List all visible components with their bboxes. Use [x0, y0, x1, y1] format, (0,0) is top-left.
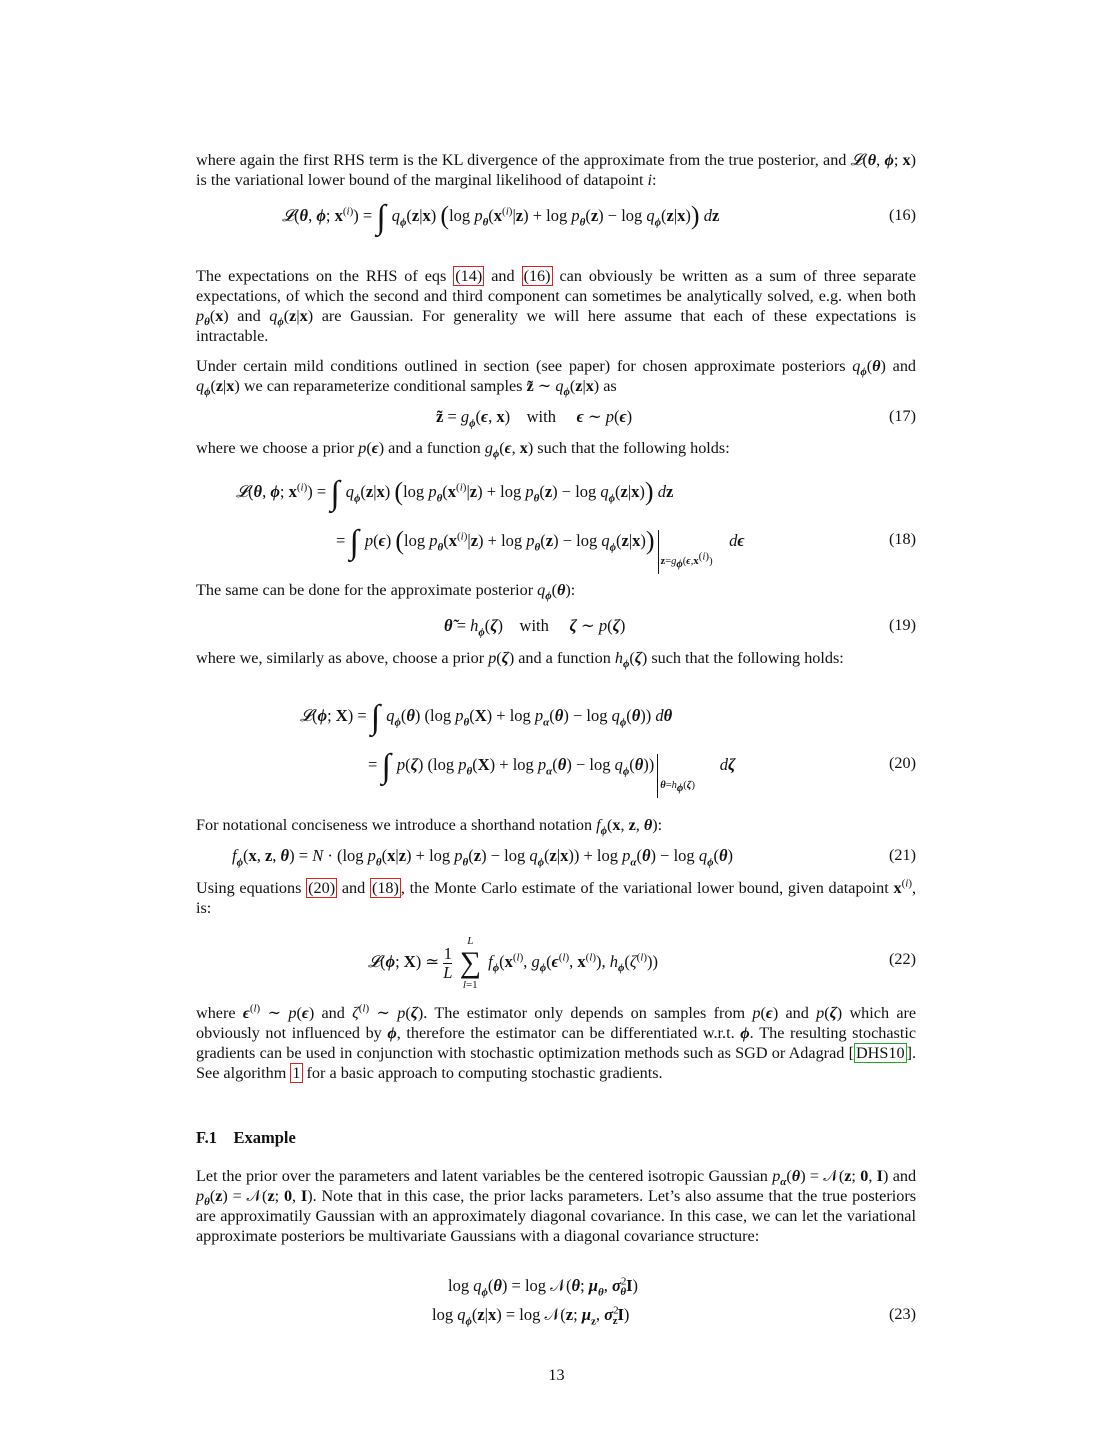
equation-number: (19): [889, 616, 916, 634]
paragraph-prior-zeta: where we, similarly as above, choose a prior p(ζ) and a function $h_\phi(\zeta)$ such that the following holds:: [196, 649, 844, 671]
eq-ref-18[interactable]: (18): [371, 879, 399, 897]
paragraph-reparam: Under certain mild conditions outlined in section (see paper) for chosen approximate posteriors $q_\phi(\theta)$ and $q_\phi(z|x)$ we can reparameterize conditional samples z̃ ∼ $q_\phi(z|x)$ as: [196, 357, 917, 399]
equation-number: (17): [889, 407, 916, 425]
equation-number: (23): [889, 1305, 916, 1323]
page-number: 13: [548, 1366, 565, 1384]
equation-number: (21): [889, 846, 916, 864]
algorithm-ref-1[interactable]: 1: [292, 1064, 301, 1082]
eq-ref-14[interactable]: (14): [455, 267, 483, 285]
eq-ref-20[interactable]: (20): [308, 879, 336, 897]
equation-number: (20): [889, 754, 916, 772]
paragraph-prior-choice: where we choose a prior p(ϵ) and a function $g_\phi(\epsilon$, x) such that the following holds:: [196, 439, 730, 461]
equation-22: 𝓛(ϕ; X) ≃ $\frac{1}{L}$ L ∑ l=1 $f_\phi(x^{(l)}$, $g_\phi(\epsilon^{(l)}$, $x^{(l)}$), $h_\phi(\zeta^{(l)})$) (22): [368, 935, 916, 991]
section-title: Example: [233, 1128, 296, 1147]
paragraph-expectations: The expectations on the RHS of eqs (14) and (16) can obviously be written as a sum of three separate expectations, of which the second and third component can sometimes be analytically solved, e.g. when both $p_\theta(x)$ and $q_\phi(z|x)$ are Gaussian. For generality we will here assume that each of these expectations is intractable.: [196, 267, 917, 345]
section-heading: [196, 1128, 296, 1148]
equation-number: (18): [889, 530, 916, 548]
equation-number: (16): [889, 206, 916, 224]
paragraph-estimator: where $\epsilon^{(l)}$ ∼ p(ϵ) and $\zeta^{(l)}$ ∼ p(ζ). The estimator only depends on samples from p(ϵ) and p(ζ) which are obviously not influenced by ϕ, therefore the estimator can be differentiated w.r.t. ϕ. The resulting stochastic gradients can be used in conjunction with stochastic optimization methods such as SGD or Adagrad [ DHS10 ]. See algorithm 1 for a basic approach to computing stochastic gradients.: [196, 1002, 917, 1082]
eq-ref-16[interactable]: (16): [523, 267, 551, 285]
section-number: F.1: [196, 1128, 217, 1147]
paragraph-kl-intro: where again the first RHS term is the KL divergence of the approximate from the true posterior, and 𝓛(θ, ϕ; x) is the variational lower bound of the marginal likelihood of datapoint i:: [196, 151, 917, 189]
paragraph-example: Let the prior over the parameters and latent variables be the centered isotropic Gaussian $p_\alpha(\theta)$ = 𝒩(z; 0, I) and $p_\theta(z)$ = 𝒩(z; 0, I). Note that in this case, the prior lacks parameters. Let’s also assume that the true posteriors are approximatily Gaussian with an approximately diagonal covariance. In this case, we can let the variational approximate posteriors be multivariate Gaussians with a diagonal covariance structure:: [196, 1167, 917, 1245]
paragraph-shorthand: For notational conciseness we introduce a shorthand notation $f_\phi(x$, z, θ):: [196, 816, 663, 838]
citation-dhs10[interactable]: DHS10: [855, 1044, 905, 1062]
paragraph-monte-carlo: Using equations (20) and (18) , the Monte Carlo estimate of the variational lower bound, given datapoint $x^{(i)}$, is:: [196, 877, 917, 917]
equation-number: (22): [889, 950, 916, 968]
paragraph-same-posterior: The same can be done for the approximate posterior $q_\phi(\theta)$:: [196, 581, 576, 603]
